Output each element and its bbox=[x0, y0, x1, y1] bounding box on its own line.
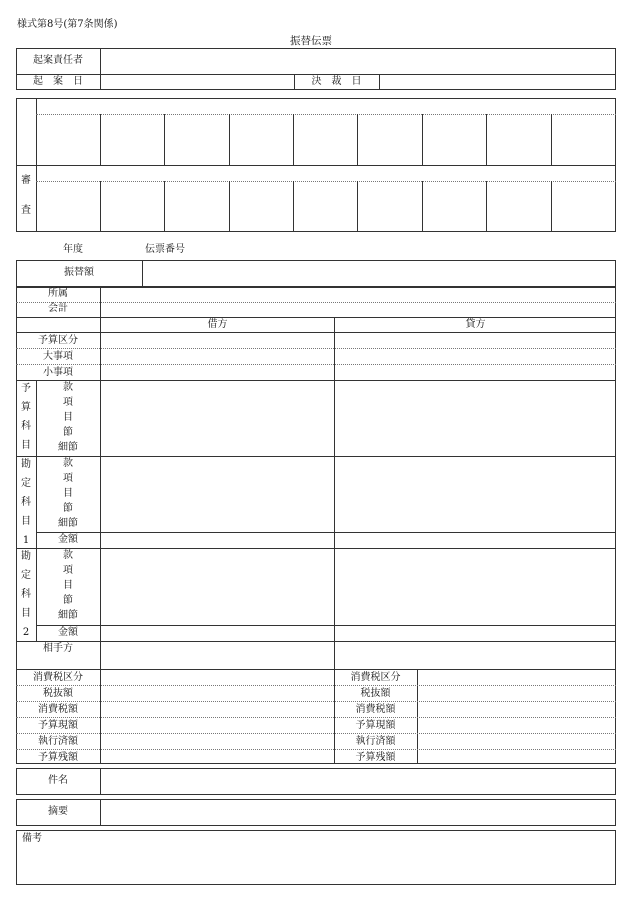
major-item-label: 大事項 bbox=[43, 351, 73, 362]
year-label: 年度 bbox=[63, 244, 83, 255]
tax-right-remaining: 予算残額 bbox=[355, 752, 396, 763]
tax-right-executed: 執行済額 bbox=[355, 736, 396, 747]
detail-table bbox=[16, 287, 616, 764]
review-column-divider bbox=[164, 114, 165, 165]
tax-left-tax: 消費税額 bbox=[38, 704, 78, 715]
drafter-label: 起案責任者 bbox=[33, 55, 83, 66]
drafter-field[interactable] bbox=[101, 49, 615, 73]
account1-item-kou: 項 bbox=[63, 473, 73, 484]
dept-label: 所属 bbox=[48, 288, 68, 299]
remarks-box[interactable] bbox=[16, 830, 616, 885]
minor-item-label: 小事項 bbox=[43, 367, 73, 378]
tax-right-pre-tax: 税抜額 bbox=[360, 688, 391, 699]
tax-right-tax: 消費税額 bbox=[355, 704, 396, 715]
account-subject-1-side: 勘 定 科 目 1 bbox=[21, 459, 31, 546]
account-label: 会計 bbox=[48, 303, 68, 314]
review-column-divider bbox=[229, 114, 230, 165]
budget-item-moku: 目 bbox=[63, 412, 73, 423]
budget-subject-side: 予 算 科 目 bbox=[21, 383, 31, 451]
credit-header: 貸方 bbox=[465, 319, 486, 330]
account1-item-setsu: 節 bbox=[63, 503, 73, 514]
review-column-divider bbox=[229, 181, 230, 232]
review-column-divider bbox=[293, 181, 294, 232]
review-column-divider bbox=[422, 114, 423, 165]
tax-right-class: 消費税区分 bbox=[350, 672, 401, 683]
budget-class-label: 予算区分 bbox=[38, 335, 78, 346]
review-column-divider bbox=[164, 181, 165, 232]
review-column-divider bbox=[357, 114, 358, 165]
review-column-divider bbox=[100, 114, 101, 165]
summary-label: 摘要 bbox=[48, 806, 68, 817]
account2-item-kan: 款 bbox=[63, 550, 73, 561]
tax-left-class: 消費税区分 bbox=[33, 672, 83, 683]
counterparty-label: 相手方 bbox=[43, 643, 73, 654]
account1-item-moku: 目 bbox=[63, 488, 73, 499]
tax-left-remaining: 予算残額 bbox=[38, 752, 78, 763]
subject-field[interactable] bbox=[101, 769, 615, 794]
subject-label: 件名 bbox=[48, 775, 68, 786]
form-number: 様式第8号(第7条関係) bbox=[17, 19, 118, 30]
budget-item-setsu: 節 bbox=[63, 427, 73, 438]
review-column-divider bbox=[357, 181, 358, 232]
decision-date-label: 決 裁 日 bbox=[311, 76, 362, 87]
budget-item-saisetsu: 細節 bbox=[58, 442, 78, 453]
account2-item-kou: 項 bbox=[63, 565, 73, 576]
slip-number-label: 伝票番号 bbox=[145, 244, 185, 255]
budget-item-kou: 項 bbox=[63, 397, 73, 408]
review-column-divider bbox=[551, 181, 552, 232]
transfer-amount-label: 振替額 bbox=[64, 267, 94, 278]
review-column-divider bbox=[422, 181, 423, 232]
review-column-divider bbox=[100, 181, 101, 232]
debit-header: 借方 bbox=[207, 319, 228, 330]
page-title: 振替伝票 bbox=[290, 35, 332, 47]
account2-item-setsu: 節 bbox=[63, 595, 73, 606]
tax-right-budget-current: 予算現額 bbox=[355, 720, 396, 731]
review-column-divider bbox=[486, 181, 487, 232]
review-column-divider bbox=[293, 114, 294, 165]
decision-date-field[interactable] bbox=[380, 75, 615, 89]
remarks-label: 備考 bbox=[22, 833, 42, 844]
tax-left-executed: 執行済額 bbox=[38, 736, 78, 747]
account2-item-moku: 目 bbox=[63, 580, 73, 591]
account2-amount-label: 金額 bbox=[58, 627, 78, 638]
draft-date-field[interactable] bbox=[101, 75, 293, 89]
account1-amount-label: 金額 bbox=[58, 534, 78, 545]
tax-left-pre-tax: 税抜額 bbox=[43, 688, 73, 699]
draft-date-label: 起 案 日 bbox=[33, 76, 83, 87]
account2-item-saisetsu: 細節 bbox=[58, 610, 78, 621]
account1-item-kan: 款 bbox=[63, 458, 73, 469]
account-subject-2-side: 勘 定 科 目 2 bbox=[21, 551, 31, 638]
budget-item-kan: 款 bbox=[63, 382, 73, 393]
summary-field[interactable] bbox=[101, 800, 615, 825]
review-column-divider bbox=[551, 114, 552, 165]
account1-item-saisetsu: 細節 bbox=[58, 518, 78, 529]
tax-left-budget-current: 予算現額 bbox=[38, 720, 78, 731]
review-label: 審 査 bbox=[21, 175, 31, 216]
transfer-amount-field[interactable] bbox=[143, 261, 615, 286]
review-column-divider bbox=[486, 114, 487, 165]
